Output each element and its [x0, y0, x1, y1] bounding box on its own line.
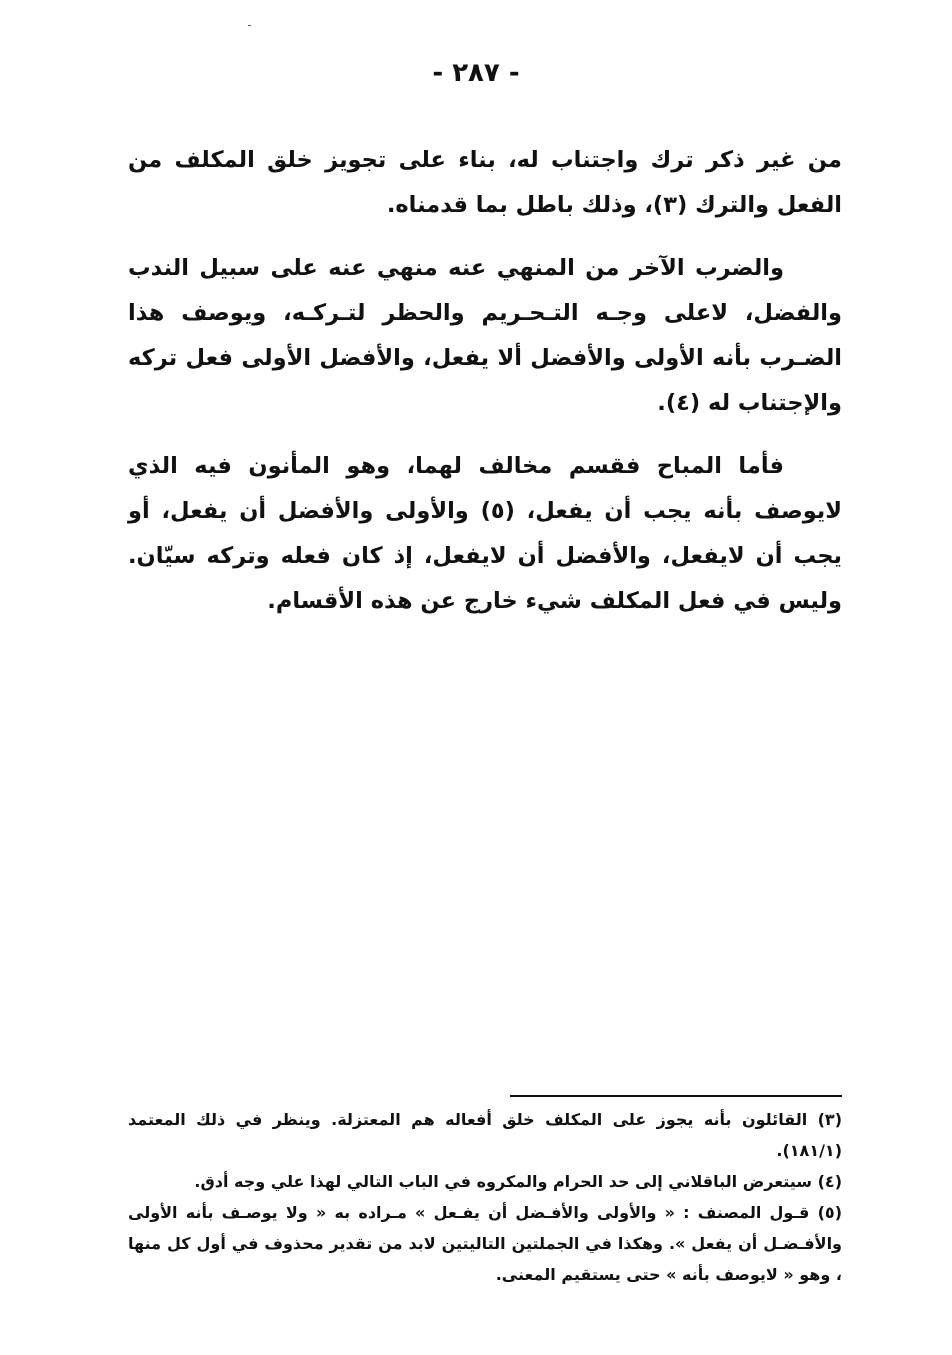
paragraph-1: من غير ذكر ترك واجتناب له، بناء على تجويز خلق المكلف من الفعل والترك (٣)، وذلك باطل بما قدمناه. — [128, 147, 842, 218]
footnote-5: (٥) قـول المصنف : « والأولى والأفـضل أن يفـعل » مـراده به « ولا يوصـف بأنه الأولى والأفـضـل أن يفعل ». وهكذا في الجملتين التاليتين لابد من تقدير محذوف في أول كل منها ، وهو « لايوصف بأنه » حتى يستقيم المعنى. — [128, 1203, 842, 1284]
footnote-4: (٤) سيتعرض الباقلاني إلى حد الحرام والمكروه في الباب التالي لهذا علي وجه أدق. — [194, 1172, 842, 1191]
page-number: - ٢٨٧ - — [432, 58, 520, 88]
scan-speck: ـ — [248, 18, 251, 29]
main-text — [128, 138, 842, 642]
footnotes — [128, 1104, 842, 1290]
footnote-divider — [510, 1095, 842, 1097]
paragraph-3: فأما المباح فقسم مخالف لهما، وهو المأنون فيه الذي لايوصف بأنه يجب أن يفعل، (٥) والأولى والأفضل أن يفعل، أو يجب أن لايفعل، والأفضل أن لايفعل، إذ كان فعله وتركه سيّان. وليس في فعل المكلف شيء خارج عن هذه الأقسام. — [128, 453, 843, 614]
paragraph-2: والضرب الآخر من المنهي عنه منهي عنه على سبيل الندب والفضل، لاعلى وجـه التـحـريم والحظر لتـركـه، ويوصف هذا الضـرب بأنه الأولى والأفضل ألا يفعل، والأفضل الأولى فعل تركه والإجتناب له (٤). — [128, 255, 842, 416]
footnote-3: (٣) القائلون بأنه يجوز على المكلف خلق أفعاله هم المعتزلة. وينظر في ذلك المعتمد (١٨١/١). — [128, 1110, 842, 1160]
